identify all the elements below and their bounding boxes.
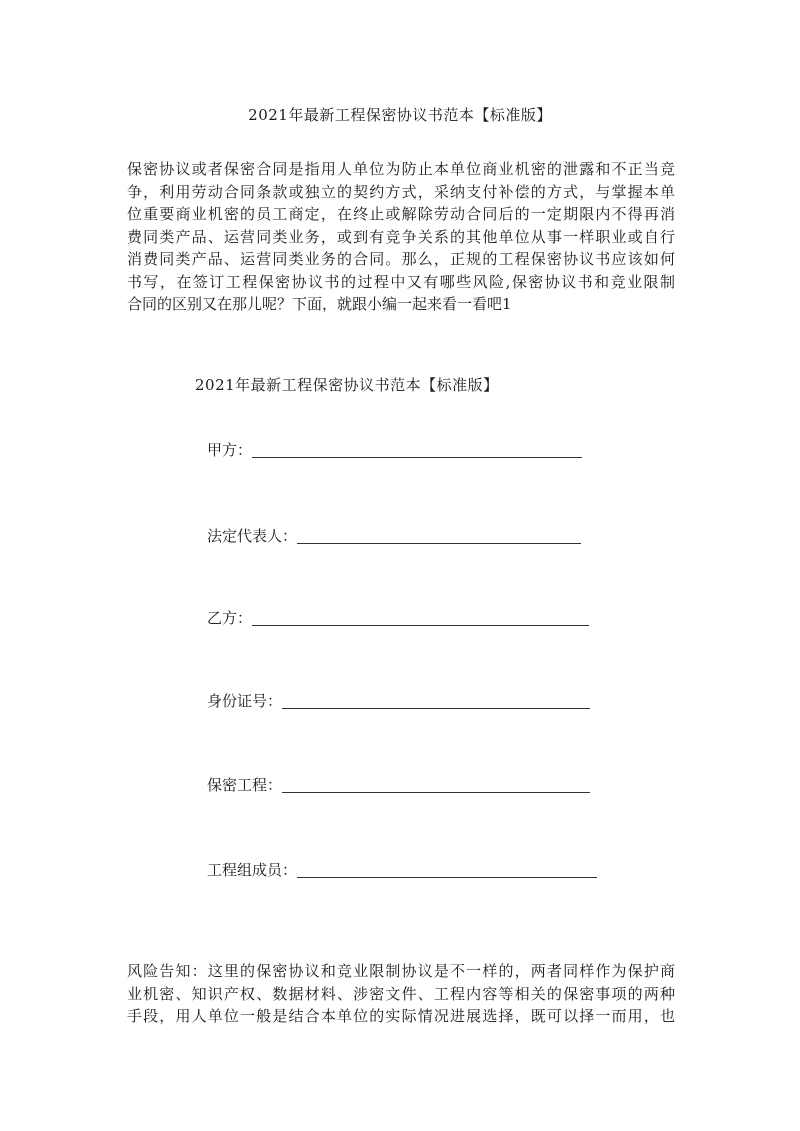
intro-paragraph — [127, 158, 675, 316]
confidential-project-blank[interactable] — [282, 778, 590, 793]
party-b-blank[interactable] — [252, 611, 589, 626]
party-b-label: 乙方： — [207, 609, 253, 627]
intro-line: 保密协议或者保密合同是指用人单位为防止本单位商业机密的泄露和不正当竞 — [127, 160, 675, 178]
project-members-label: 工程组成员： — [207, 861, 298, 879]
legal-representative-blank[interactable] — [297, 529, 581, 544]
risk-line: 业机密、知识产权、数据材料、涉密文件、工程内容等相关的保密事项的两种 — [127, 984, 675, 1003]
page-title: 2021年最新工程保密协议书范本【标准版】 — [248, 106, 552, 124]
party-b-field — [207, 606, 589, 628]
party-a-label: 甲方： — [207, 441, 253, 459]
legal-representative-label: 法定代表人： — [207, 527, 298, 545]
id-number-field — [207, 689, 590, 711]
party-a-blank[interactable] — [252, 443, 582, 458]
legal-representative-field — [207, 524, 581, 546]
intro-line: 费同类产品、运营同类业务，或到有竞争关系的其他单位从事一样职业或自行 — [127, 227, 675, 246]
confidential-project-label: 保密工程： — [207, 776, 283, 794]
id-number-blank[interactable] — [282, 694, 590, 709]
risk-line: 手段，用人单位一般是结合本单位的实际情况进展选择，既可以择一而用，也 — [127, 1007, 675, 1025]
intro-line: 书写，在签订工程保密协议书的过程中又有哪些风险,保密协议书和竞业限制 — [127, 272, 675, 291]
project-members-blank[interactable] — [297, 863, 597, 878]
confidential-project-field — [207, 773, 590, 795]
risk-line: 风险告知：这里的保密协议和竞业限制协议是不一样的，两者同样作为保护商 — [127, 962, 675, 980]
risk-notice-paragraph — [127, 960, 675, 1028]
intro-line: 位重要商业机密的员工商定，在终止或解除劳动合同后的一定期限内不得再消 — [127, 205, 675, 223]
intro-line: 消费同类产品、运营同类业务的合同。那么，正规的工程保密协议书应该如何 — [127, 250, 675, 268]
contract-subtitle: 2021年最新工程保密协议书范本【标准版】 — [195, 376, 499, 394]
intro-line: 争，利用劳动合同条款或独立的契约方式，采纳支付补偿的方式，与掌握本单 — [127, 182, 675, 201]
intro-line: 合同的区别又在那儿呢？下面，就跟小编一起来看一看吧1 — [127, 295, 512, 313]
project-members-field — [207, 858, 597, 880]
party-a-field — [207, 438, 582, 460]
id-number-label: 身份证号： — [207, 692, 283, 710]
